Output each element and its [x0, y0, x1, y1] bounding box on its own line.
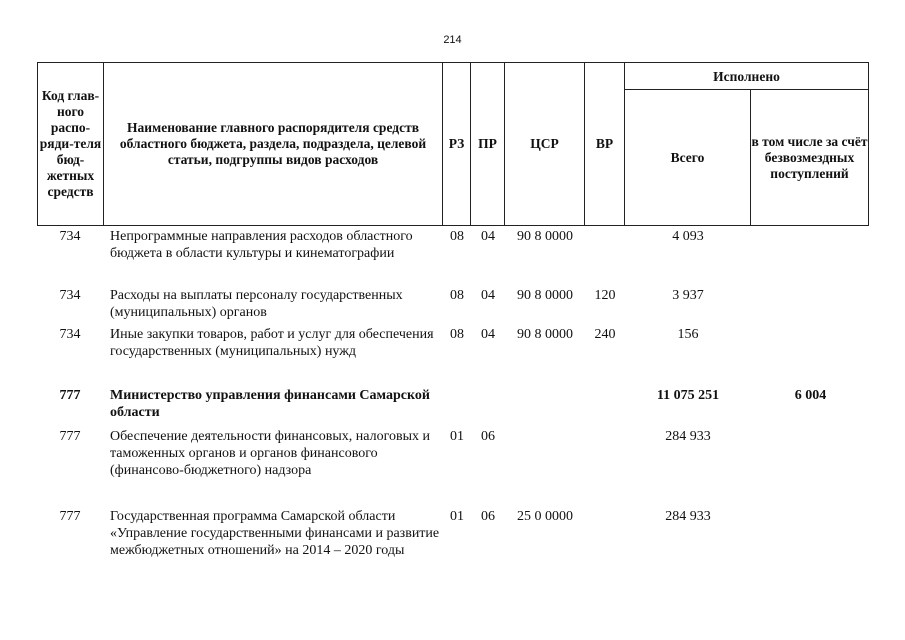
cell-total: 11 075 251 — [656, 388, 720, 403]
cell-code: 734 — [59, 327, 81, 342]
cell-code: 777 — [59, 509, 81, 524]
header-subdivider — [624, 89, 869, 90]
cell-total: 156 — [677, 327, 699, 342]
header-border-right — [868, 62, 869, 226]
cell-rz: 08 — [450, 229, 464, 244]
cell-name: Государственная программа Самарской области «Управление государственными финансами и развитие межбюджетных отношений» на 2014 – 2020 годы — [110, 509, 440, 558]
header-divider — [103, 62, 104, 226]
header-border-top — [37, 62, 869, 63]
cell-free: 6 004 — [794, 388, 827, 403]
page-number: 214 — [443, 34, 462, 46]
cell-rz: 01 — [450, 509, 464, 524]
table-header — [37, 62, 869, 226]
cell-rz: 08 — [450, 327, 464, 342]
cell-total: 284 933 — [665, 429, 711, 444]
cell-total: 3 937 — [672, 288, 704, 303]
header-executed: Исполнено — [713, 68, 780, 84]
cell-code: 734 — [59, 229, 81, 244]
cell-pr: 06 — [481, 429, 495, 444]
cell-pr: 04 — [481, 327, 495, 342]
cell-csr: 25 0 0000 — [517, 509, 573, 524]
cell-code: 777 — [59, 429, 81, 444]
cell-pr: 04 — [481, 229, 495, 244]
header-code: Код глав-ного распо-ряди-теля бюд-жетных средств — [39, 88, 102, 199]
cell-name: Иные закупки товаров, работ и услуг для обеспечения государственных (муниципальных) нужд — [110, 327, 434, 359]
header-vr: ВР — [595, 136, 614, 151]
header-free: в том числе за счёт безвозмездных поступлений — [751, 133, 868, 181]
cell-vr: 240 — [594, 327, 616, 342]
header-border-left — [37, 62, 38, 226]
header-pr: ПР — [478, 136, 497, 151]
cell-rz: 08 — [450, 288, 464, 303]
cell-total: 284 933 — [665, 509, 711, 524]
cell-name: Министерство управления финансами Самарской области — [110, 388, 430, 420]
header-csr: ЦСР — [530, 136, 559, 151]
cell-vr: 120 — [594, 288, 616, 303]
cell-total: 4 093 — [672, 229, 704, 244]
cell-csr: 90 8 0000 — [517, 327, 573, 342]
header-name: Наименование главного распорядителя средств областного бюджета, раздела, подраздела, целевой статьи, подгруппы видов расходов — [119, 120, 427, 167]
header-total: Всего — [670, 149, 705, 165]
cell-pr: 04 — [481, 288, 495, 303]
cell-csr: 90 8 0000 — [517, 229, 573, 244]
header-rz: РЗ — [448, 136, 465, 151]
cell-code: 734 — [59, 288, 81, 303]
cell-pr: 06 — [481, 509, 495, 524]
cell-code: 777 — [59, 388, 81, 403]
cell-rz: 01 — [450, 429, 464, 444]
cell-name: Обеспечение деятельности финансовых, налоговых и таможенных органов и органов финансового (финансово-бюджетного) надзора — [110, 429, 430, 478]
cell-csr: 90 8 0000 — [517, 288, 573, 303]
cell-name: Непрограммные направления расходов областного бюджета в области культуры и кинематографии — [110, 229, 413, 261]
header-border-bottom — [37, 225, 869, 226]
cell-name: Расходы на выплаты персоналу государственных (муниципальных) органов — [110, 288, 403, 320]
